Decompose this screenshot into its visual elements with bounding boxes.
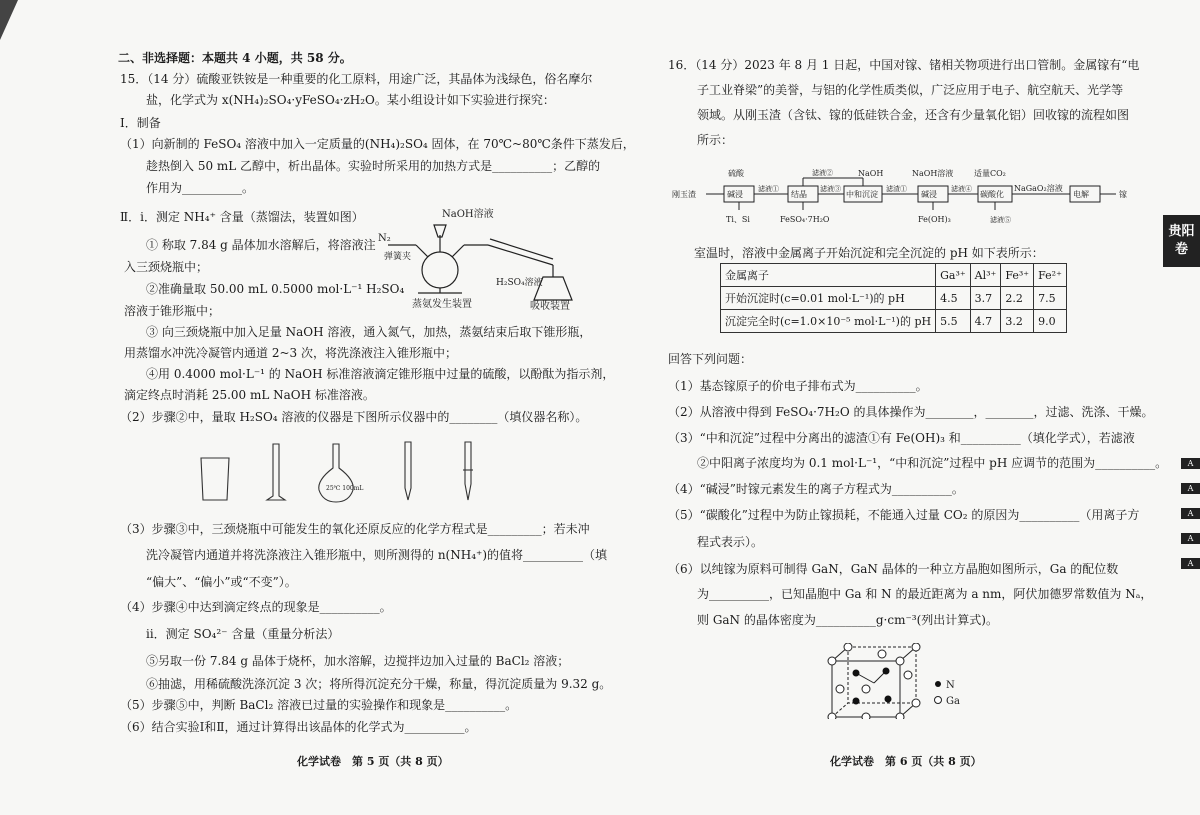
table-cell: 3.2 (1001, 310, 1034, 333)
generator-label: 蒸氨发生装置 (412, 299, 472, 310)
clamp-label: 弹簧夹 (384, 252, 412, 262)
gan-unit-cell-diagram (826, 643, 976, 719)
q15-line-4: 趁热倒入 50 mL 乙醇中，析出晶体。实验时所采用的加热方式是__________；乙醇的 (146, 159, 601, 173)
legend-n-label: N (946, 680, 955, 691)
q15-line-3: （1）向新制的 FeSO₄ 溶液中加入一定质量的(NH₄)₂SO₄ 固体，在 70℃~80℃条件下蒸发后， (120, 137, 635, 151)
n2-label: N₂ (378, 233, 391, 244)
q15-step5: ⑤另取一份 7.84 g 晶体于烧杯，加水溶解，边搅拌边加入过量的 BaCl₂ 溶液； (146, 654, 570, 668)
beaker-icon (201, 458, 229, 500)
q16-sub6a: （6）以纯镓为原料可制得 GaN，GaN 晶体的一种立方晶胞如图所示，Ga 的配位数 (668, 562, 1119, 576)
q15-step1a: ① 称取 7.84 g 晶体加水溶解后，将溶液注 (146, 238, 376, 252)
absorber-label: 吸收装置 (530, 301, 570, 310)
table-intro: 室温时，溶液中金属离子开始沉淀和完全沉淀的 pH 如下表所示： (694, 246, 1044, 260)
table-header-cell: 金属离子 (721, 264, 936, 287)
flow-box-electrolysis: 电解 (1073, 190, 1089, 199)
volumetric-flask-icon (319, 444, 353, 502)
q15-sub3b: 洗冷凝管内通道并将洗涤液注入锥形瓶中，则所测得的 n(NH₄⁺)的值将__________（填 (146, 548, 608, 562)
q16-sub2: （2）从溶液中得到 FeSO₄·7H₂O 的具体操作为________，________，过滤、洗涤、干燥。 (668, 405, 1154, 419)
right-footer: 化学试卷 第 6 页（共 8 页） (830, 755, 982, 768)
table-cell: 4.7 (970, 310, 1001, 333)
q16-sub5b: 程式表示）。 (697, 535, 764, 549)
graduated-cylinder-icon (267, 444, 285, 500)
section-title: 二、非选择题：本题共 4 小题，共 58 分。 (118, 51, 352, 65)
flow-filtrate-5: 滤液⑤ (990, 216, 1011, 224)
flow-reagent-acid: 硫酸 (728, 169, 744, 178)
acid-burette-icon (405, 442, 411, 500)
region-tab: 贵阳卷 (1163, 215, 1200, 267)
side-mark: A (1181, 508, 1200, 519)
flow-start: 刚玉渣 (672, 190, 696, 199)
table-cell: 9.0 (1034, 310, 1067, 333)
instruments-diagram (195, 440, 485, 505)
q15-step2a: ②准确量取 50.00 mL 0.5000 mol·L⁻¹ H₂SO₄ (146, 282, 405, 296)
q15-step3a: ③ 向三颈烧瓶中加入足量 NaOH 溶液，通入氮气，加热，蒸氨结束后取下锥形瓶， (146, 325, 592, 339)
table-cell: 3.7 (970, 287, 1001, 310)
naoh-label: NaOH溶液 (442, 209, 494, 220)
side-mark: A (1181, 458, 1200, 469)
table-row (721, 287, 1067, 310)
table-header-cell: Fe²⁺ (1034, 264, 1067, 287)
q15-step2b: 溶液于锥形瓶中； (124, 304, 221, 318)
h2so4-label: H₂SO₄溶液 (496, 278, 543, 288)
table-header-cell: Fe³⁺ (1001, 264, 1034, 287)
flow-filtrate-2: 滤液② (812, 169, 833, 177)
table-header-cell: Ga³⁺ (936, 264, 971, 287)
flow-residue-1: 滤渣① (886, 185, 907, 193)
flow-filtrate-1: 滤液① (758, 185, 779, 193)
table-cell: 2.2 (1001, 287, 1034, 310)
q15-sub4: （4）步骤④中达到滴定终点的现象是__________。 (120, 600, 392, 614)
q15-heading-so4: ⅱ．测定 SO₄²⁻ 含量（重量分析法） (146, 627, 340, 641)
table-header-cell: Al³⁺ (970, 264, 1001, 287)
flow-box-leach-2: 碱浸 (921, 190, 937, 199)
flow-end: 镓 (1119, 190, 1127, 199)
q15-sub2: （2）步骤②中，量取 H₂SO₄ 溶液的仪器是下图所示仪器中的________（填仪器名称）。 (120, 410, 588, 424)
flow-out-feoh3: Fe(OH)₃ (918, 215, 951, 224)
q15-step1b: 入三颈烧瓶中； (124, 260, 209, 274)
process-flow-diagram (672, 166, 1160, 230)
flow-out-feso4: FeSO₄·7H₂O (780, 215, 830, 224)
q15-step4b: 滴定终点时消耗 25.00 mL NaOH 标准溶液。 (124, 388, 375, 402)
q16-sub1: （1）基态镓原子的价电子排布式为__________。 (668, 379, 928, 393)
q16-sub3b: ②中阳离子浓度均为 0.1 mol·L⁻¹，“中和沉淀”过程中 pH 应调节的范围为__________。 (697, 456, 1168, 470)
side-mark: A (1181, 558, 1200, 569)
table-cell: 5.5 (936, 310, 971, 333)
q15-sub3c: “偏大”、“偏小”或“不变”）。 (146, 575, 297, 589)
flow-box-carbonate: 碳酸化 (980, 190, 1004, 199)
q15-line-1: 15．（14 分）硫酸亚铁铵是一种重要的化工原料，用途广泛，其晶体为浅绿色，俗名摩尔 (120, 72, 593, 86)
q16-line-2: 子工业脊梁”的美誉，与铝的化学性质类似，广泛应用于电子、航空航天、光学等 (697, 83, 1124, 97)
flow-out-tisi: Ti、Si (726, 215, 750, 224)
side-mark: A (1181, 483, 1200, 494)
flow-box-neutralize: 中和沉淀 (846, 190, 878, 199)
q16-sub4: （4）“碱浸”时镓元素发生的离子方程式为__________。 (668, 482, 964, 496)
distillation-apparatus-diagram (378, 205, 600, 310)
q16-sub3a: （3）“中和沉淀”过程中分离出的滤渣①有 Fe(OH)₃ 和__________（填化学式），若滤液 (668, 431, 1135, 445)
page-corner-mark (0, 0, 18, 40)
q16-sub6c: 则 GaN 的晶体密度为__________g·cm⁻³(列出计算式)。 (697, 613, 998, 627)
flask-label: 25℃ 100mL (326, 485, 364, 492)
flow-filtrate-4: 滤液④ (951, 185, 972, 193)
table-cell: 4.5 (936, 287, 971, 310)
legend-ga-label: Ga (946, 696, 960, 707)
table-header-row (721, 264, 1067, 287)
flow-reagent-naoh: NaOH (858, 169, 884, 178)
q16-line-4: 所示： (697, 133, 734, 147)
q16-sub5a: （5）“碳酸化”过程中为防止镓损耗，不能通入过量 CO₂ 的原因为__________（用离子方 (668, 508, 1140, 522)
q15-line-2: 盐，化学式为 x(NH₄)₂SO₄·yFeSO₄·zH₂O。某小组设计如下实验进行探究： (146, 93, 555, 107)
q15-sub3a: （3）步骤③中，三颈烧瓶中可能发生的氧化还原反应的化学方程式是_________；若未冲 (120, 522, 590, 536)
q15-step4a: ④用 0.4000 mol·L⁻¹ 的 NaOH 标准溶液滴定锥形瓶中过量的硫酸，以酚酞为指示剂， (146, 367, 615, 381)
flow-box-crystallize: 结晶 (791, 190, 807, 199)
flow-nagao2: NaGaO₂溶液 (1014, 184, 1063, 193)
base-burette-icon (465, 442, 471, 500)
table-cell: 开始沉淀时(c=0.01 mol·L⁻¹)的 pH (721, 287, 936, 310)
flow-box-leach-1: 碱浸 (727, 190, 743, 199)
q15-line-5: 作用为__________。 (146, 181, 255, 195)
legend-ga-dot (935, 697, 942, 704)
q15-sub6: （6）结合实验Ⅰ和Ⅱ，通过计算得出该晶体的化学式为__________。 (120, 720, 477, 734)
q16-sub6b: 为__________，已知晶胞中 Ga 和 N 的最近距离为 a nm，阿伏加德罗常数值为 Nₐ， (697, 587, 1153, 601)
table-cell: 沉淀完全时(c=1.0×10⁻⁵ mol·L⁻¹)的 pH (721, 310, 936, 333)
q15-heading-nh4: Ⅱ．ⅰ．测定 NH₄⁺ 含量（蒸馏法，装置如图） (120, 210, 364, 224)
flow-reagent-naoh-sol: NaOH溶液 (912, 169, 954, 178)
q16-line-3: 领域。从刚玉渣（含钛、镓的低硅铁合金，还含有少量氧化铝）回收镓的流程如图 (697, 108, 1130, 122)
q16-line-1: 16．（14 分）2023 年 8 月 1 日起，中国对镓、锗相关物项进行出口管制。金属镓有“电 (668, 58, 1140, 72)
answer-intro: 回答下列问题： (668, 352, 753, 366)
q15-sub5: （5）步骤⑤中，判断 BaCl₂ 溶液已过量的实验操作和现象是__________。 (120, 698, 518, 712)
q15-heading-prep: Ⅰ．制备 (120, 116, 161, 130)
table-row (721, 310, 1067, 333)
table-cell: 7.5 (1034, 287, 1067, 310)
left-footer: 化学试卷 第 5 页（共 8 页） (297, 755, 449, 768)
q15-step6: ⑥抽滤，用稀硫酸洗涤沉淀 3 次；将所得沉淀充分干燥，称量，得沉淀质量为 9.32 g。 (146, 677, 612, 691)
q15-step3b: 用蒸馏水冲洗冷凝管内通道 2~3 次，将洗涤液注入锥形瓶中； (124, 346, 457, 360)
flow-reagent-co2: 适量CO₂ (974, 169, 1006, 178)
ph-table (720, 263, 1067, 333)
side-mark: A (1181, 533, 1200, 544)
flow-filtrate-3: 滤液③ (820, 185, 841, 193)
legend-n-dot (935, 681, 941, 687)
